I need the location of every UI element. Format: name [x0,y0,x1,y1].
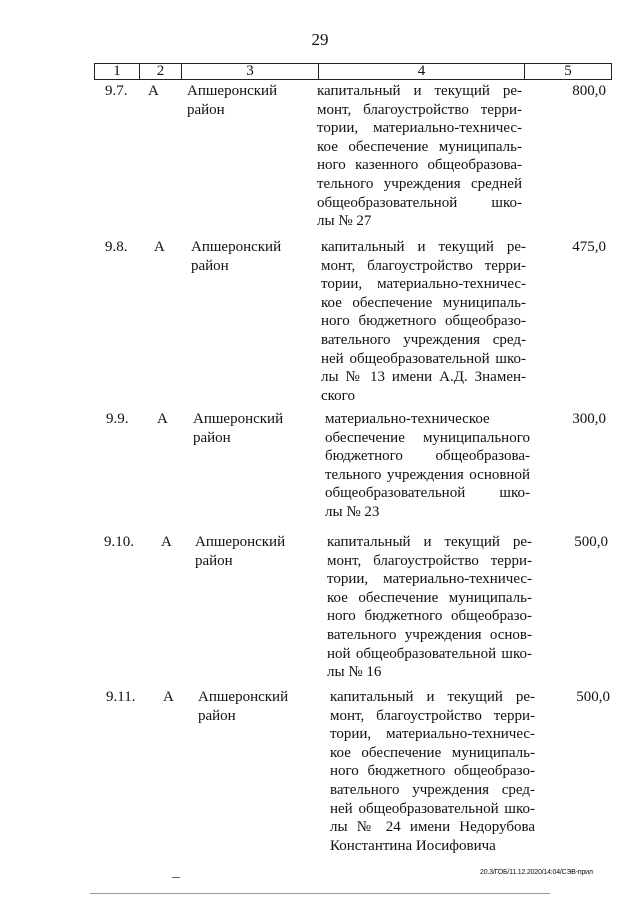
row-category: А [148,83,159,99]
description-line: кое обеспечение муниципаль- [327,589,532,606]
description-line: общеобразовательной шко- [325,485,530,502]
description-line: вательного учреждения основ- [327,626,532,643]
description-line: Константина Иосифовича [330,837,496,854]
description-line: тельного учреждения основной [325,466,530,483]
row-amount: 500,0 [574,534,608,550]
district-line: район [187,101,225,118]
description-line: лы № 13 имени А.Д. Знамен- [321,369,526,386]
row-district [187,82,297,119]
row-amount: 300,0 [572,411,606,427]
description-line: общеобразовательной шко- [317,194,522,211]
description-line: кое обеспечение муниципаль- [317,138,522,155]
header-col-1: 1 [94,63,139,80]
description-line: вательного учреждения сред- [330,781,535,798]
district-line: район [191,257,229,274]
row-district [193,410,303,447]
row-amount: 500,0 [576,689,610,705]
row-number: 9.8. [105,239,128,255]
description-line: тории, материально-техничес- [321,276,526,293]
description-line: ной общеобразовательной шко- [327,645,532,662]
header-col-4: 4 [318,63,524,80]
row-category: А [157,411,168,427]
description-line: монт, благоустройство терри- [321,257,526,274]
description-line: капитальный и текущий ре- [327,534,532,550]
district-line: район [198,707,236,724]
description-line: монт, благоустройство терри- [327,552,532,569]
description-line: лы № 27 [317,213,372,230]
description-line: тории, материально-техничес- [327,571,532,588]
description-line: ного бюджетного общеобразо- [330,763,535,780]
description-line: вательного учреждения сред- [321,331,526,348]
row-amount: 800,0 [572,83,606,99]
scan-edge-line [90,893,550,894]
description-line: ней общеобразовательной шко- [321,350,526,367]
header-col-2: 2 [139,63,181,80]
row-number: 9.10. [104,534,134,550]
footer-dash [172,877,180,878]
description-line: обеспечение муниципального [325,429,530,446]
row-description [327,533,532,682]
description-line: ного казенного общеобразова- [317,157,522,174]
row-number: 9.11. [106,689,136,705]
district-line: Апшеронский [187,83,278,99]
description-line: монт, благоустройство терри- [317,101,522,118]
description-line: лы № 23 [325,503,380,520]
page-number: 29 [311,30,329,49]
district-line: Апшеронский [195,534,286,550]
description-line: капитальный и текущий ре- [317,83,522,99]
document-footer-code: 20.3/ГОБ/11.12.2020/14:04/СЭВ-прил [480,869,593,876]
description-line: материально-техническое [325,411,490,427]
description-line: ского [321,387,355,404]
description-line: кое обеспечение муниципаль- [330,744,535,761]
row-description [321,238,526,405]
row-category: А [161,534,172,550]
description-line: монт, благоустройство терри- [330,707,535,724]
row-amount: 475,0 [572,239,606,255]
description-line: тории, материально-техничес- [330,726,535,743]
description-line: ного бюджетного общеобразо- [327,608,532,625]
description-line: тории, материально-техничес- [317,120,522,137]
district-line: район [193,429,231,446]
description-line: капитальный и текущий ре- [321,239,526,255]
description-line: ного бюджетного общеобразо- [321,313,526,330]
district-line: район [195,552,233,569]
row-district [195,533,305,570]
district-line: Апшеронский [193,411,284,427]
row-district [191,238,301,275]
description-line: лы № 16 [327,664,382,681]
row-number: 9.7. [105,83,128,99]
description-line: бюджетного общеобразова- [325,448,530,465]
row-description [325,410,530,522]
description-line: лы № 24 имени Недорубова [330,819,535,836]
description-line: кое обеспечение муниципаль- [321,294,526,311]
row-description [330,688,535,855]
header-col-5: 5 [524,63,612,80]
row-description [317,82,522,231]
description-line: капитальный и текущий ре- [330,689,535,705]
row-category: А [154,239,165,255]
header-col-3: 3 [181,63,318,80]
row-category: А [163,689,174,705]
row-number: 9.9. [106,411,129,427]
district-line: Апшеронский [198,689,289,705]
description-line: ней общеобразовательной шко- [330,800,535,817]
description-line: тельного учреждения средней [317,175,522,192]
district-line: Апшеронский [191,239,282,255]
row-district [198,688,308,725]
